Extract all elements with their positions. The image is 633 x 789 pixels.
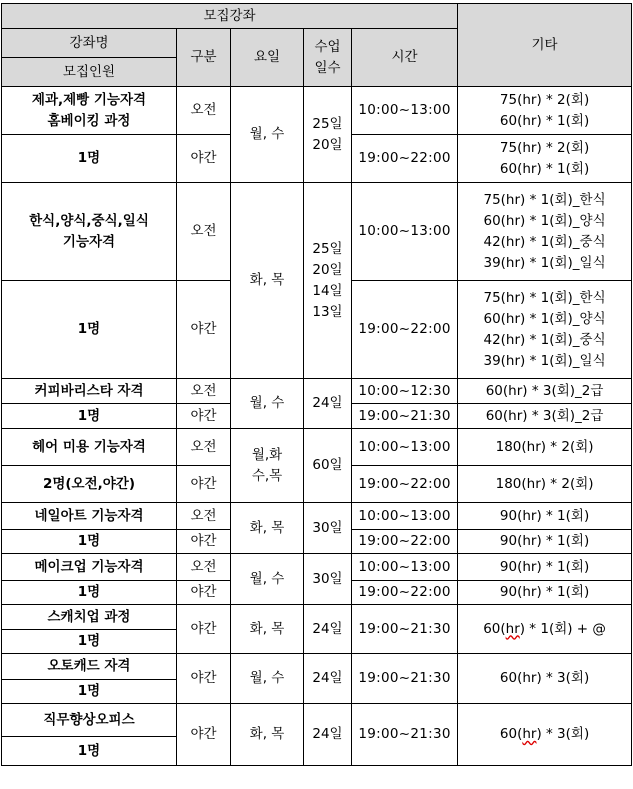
time: 10:00~13:00	[352, 183, 458, 281]
course-name-line2: 홈베이킹 과정	[47, 112, 131, 129]
class-days-value: 25일	[312, 240, 343, 257]
category: 야간	[177, 605, 231, 654]
time: 19:00~21:30	[352, 605, 458, 654]
etc-line: 60(hr) * 1(회)_양식	[483, 212, 606, 229]
days: 월, 수	[231, 554, 304, 605]
header-class-days-line2: 일수	[314, 59, 341, 76]
etc-line: 75(hr) * 2(회)	[499, 139, 590, 156]
category: 오전	[177, 554, 231, 581]
header-category: 구분	[177, 29, 231, 87]
etc	[458, 135, 632, 183]
time: 10:00~13:00	[352, 554, 458, 581]
class-days: 30일	[304, 503, 352, 554]
etc-line: 42(hr) * 1(회)_중식	[483, 331, 606, 348]
etc-line: 60(hr) * 1(회)_양식	[483, 310, 606, 327]
etc: 90(hr) * 1(회)	[458, 503, 632, 530]
class-days: 30일	[304, 554, 352, 605]
header-group-title: 모집강좌	[2, 4, 458, 29]
class-days: 24일	[304, 379, 352, 429]
class-days: 24일	[304, 654, 352, 704]
category: 오전	[177, 429, 231, 466]
time: 19:00~21:30	[352, 654, 458, 704]
days: 화, 목	[231, 605, 304, 654]
recruits: 1명	[2, 680, 177, 704]
recruits: 1명	[2, 530, 177, 554]
recruits: 2명(오전,야간)	[2, 466, 177, 503]
table-row	[2, 654, 632, 680]
etc: 90(hr) * 1(회)	[458, 530, 632, 554]
header-time: 시간	[352, 29, 458, 87]
etc	[458, 281, 632, 379]
days: 화, 목	[231, 704, 304, 766]
recruits: 1명	[2, 135, 177, 183]
time: 10:00~13:00	[352, 429, 458, 466]
time: 19:00~22:00	[352, 581, 458, 605]
time: 10:00~13:00	[352, 87, 458, 135]
etc-line: 60(hr) * 1(회)	[499, 160, 590, 177]
etc: 60(hr) * 3(회)_2급	[458, 404, 632, 429]
etc: 180(hr) * 2(회)	[458, 429, 632, 466]
class-days-value: 14일	[312, 282, 343, 299]
category: 야간	[177, 530, 231, 554]
days-line: 수,목	[251, 467, 283, 484]
header-course-name: 강좌명	[2, 29, 177, 58]
class-days: 24일	[304, 704, 352, 766]
category: 야간	[177, 704, 231, 766]
time: 19:00~21:30	[352, 404, 458, 429]
category: 오전	[177, 503, 231, 530]
course-name: 스캐치업 과정	[2, 605, 177, 630]
days: 화, 목	[231, 503, 304, 554]
time: 19:00~22:00	[352, 466, 458, 503]
class-days-value: 13일	[312, 303, 343, 320]
days	[231, 429, 304, 503]
etc	[458, 704, 632, 766]
course-name: 오토캐드 자격	[2, 654, 177, 680]
table-row	[2, 605, 632, 630]
category: 오전	[177, 379, 231, 404]
etc-text: 60(	[483, 620, 506, 637]
course-name: 네일아트 기능자격	[2, 503, 177, 530]
table-row	[2, 379, 632, 404]
etc: 90(hr) * 1(회)	[458, 581, 632, 605]
class-days	[304, 87, 352, 183]
category: 야간	[177, 581, 231, 605]
recruits: 1명	[2, 581, 177, 605]
days: 화, 목	[231, 183, 304, 379]
time: 10:00~13:00	[352, 503, 458, 530]
etc-text: 60(	[499, 726, 523, 742]
course-name: 커피바리스타 자격	[2, 379, 177, 404]
class-days	[304, 183, 352, 379]
etc-line: 39(hr) * 1(회)_일식	[483, 254, 606, 271]
class-days-value: 25일	[312, 115, 343, 132]
etc	[458, 183, 632, 281]
header-class-days-line1: 수업	[314, 38, 341, 55]
category: 야간	[177, 654, 231, 704]
time: 19:00~22:00	[352, 281, 458, 379]
table-row	[2, 554, 632, 581]
course-name: 직무향상오피스	[2, 704, 177, 737]
etc-text: ) * 3(회)	[536, 726, 590, 742]
recruits: 1명	[2, 737, 177, 766]
header-etc: 기타	[458, 4, 632, 87]
class-days-value: 20일	[312, 261, 343, 278]
course-name	[2, 183, 177, 281]
etc	[458, 605, 632, 654]
time: 19:00~22:00	[352, 135, 458, 183]
days: 월, 수	[231, 654, 304, 704]
header-days: 요일	[231, 29, 304, 87]
etc-line: 42(hr) * 1(회)_중식	[483, 233, 606, 250]
category: 야간	[177, 404, 231, 429]
table-row	[2, 183, 632, 281]
class-days: 24일	[304, 605, 352, 654]
table-row	[2, 429, 632, 466]
days: 월, 수	[231, 379, 304, 429]
time: 10:00~12:30	[352, 379, 458, 404]
course-table	[1, 3, 632, 766]
recruits: 1명	[2, 630, 177, 654]
etc: 60(hr) * 3(회)_2급	[458, 379, 632, 404]
table-row	[2, 87, 632, 135]
time: 19:00~21:30	[352, 704, 458, 766]
etc-line: 75(hr) * 1(회)_한식	[483, 289, 606, 306]
recruits: 1명	[2, 404, 177, 429]
course-name-line2: 기능자격	[62, 233, 116, 250]
etc	[458, 87, 632, 135]
time: 19:00~22:00	[352, 530, 458, 554]
course-name-line1: 한식,양식,중식,일식	[29, 212, 149, 229]
header-class-days	[304, 29, 352, 87]
etc: 180(hr) * 2(회)	[458, 466, 632, 503]
etc: 60(hr) * 3(회)	[458, 654, 632, 704]
etc-line: 75(hr) * 2(회)	[499, 91, 590, 108]
etc-line: 60(hr) * 1(회)	[499, 112, 590, 129]
course-name-line1: 제과,제빵 기능자격	[31, 91, 147, 108]
etc-line: 39(hr) * 1(회)_일식	[483, 352, 606, 369]
etc-text: ) * 1(회) + @	[519, 620, 606, 637]
header-recruits: 모집인원	[2, 58, 177, 87]
category: 야간	[177, 135, 231, 183]
days: 월, 수	[231, 87, 304, 183]
etc: 90(hr) * 1(회)	[458, 554, 632, 581]
table-row	[2, 503, 632, 530]
etc-line: 75(hr) * 1(회)_한식	[483, 191, 606, 208]
recruits: 1명	[2, 281, 177, 379]
course-name: 메이크업 기능자격	[2, 554, 177, 581]
class-days: 60일	[304, 429, 352, 503]
table-row	[2, 704, 632, 737]
course-name: 헤어 미용 기능자격	[2, 429, 177, 466]
category: 야간	[177, 281, 231, 379]
category: 오전	[177, 87, 231, 135]
course-name	[2, 87, 177, 135]
category: 야간	[177, 466, 231, 503]
category: 오전	[177, 183, 231, 281]
etc-text: hr	[505, 620, 520, 637]
days-line: 월,화	[251, 446, 283, 463]
class-days-value: 20일	[312, 136, 343, 153]
etc-text: hr	[522, 726, 537, 742]
